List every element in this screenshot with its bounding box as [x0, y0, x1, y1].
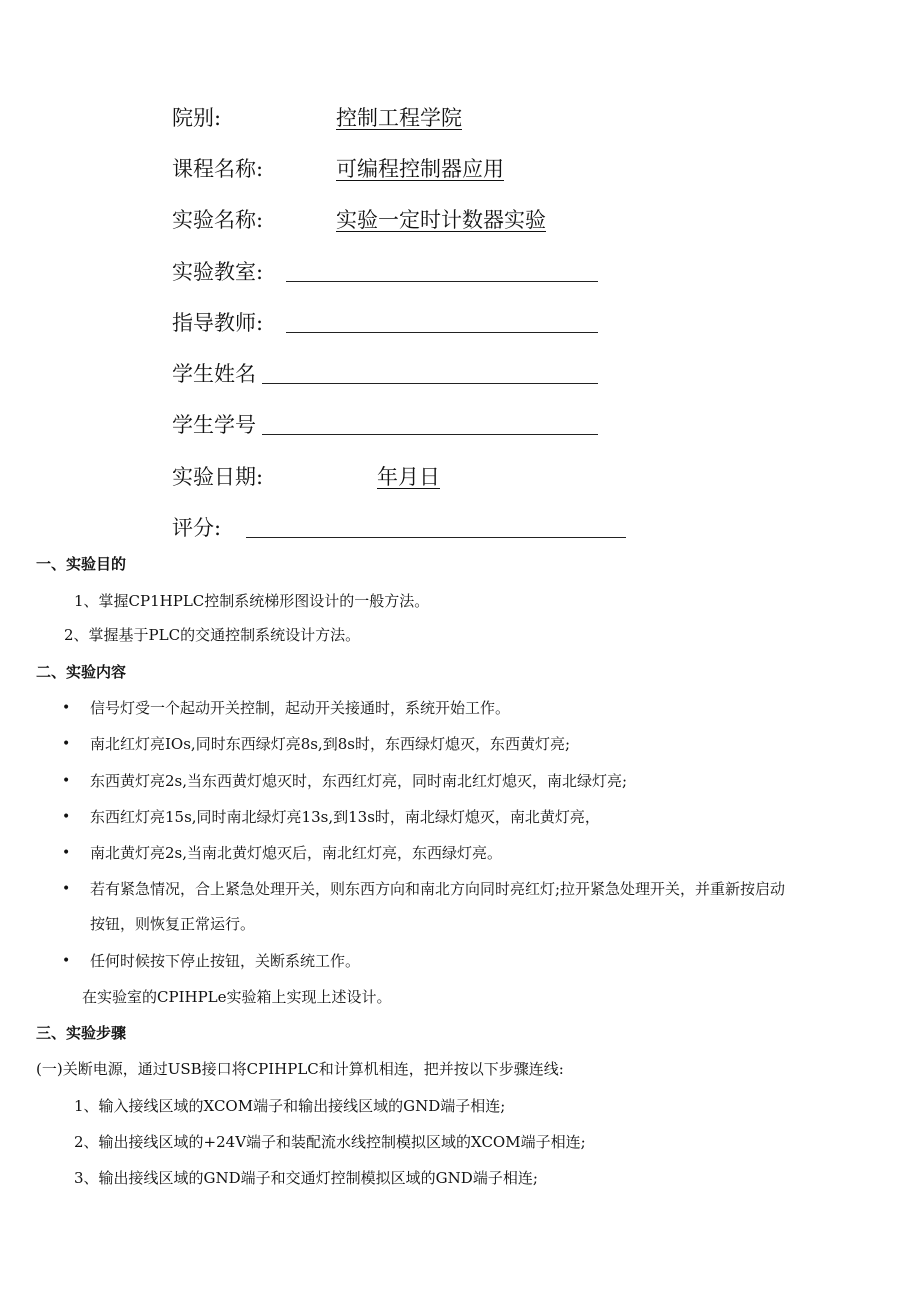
field-value: 年月日: [377, 465, 440, 489]
list-item-text: 南北黄灯亮2s,当南北黄灯熄灭后，南北红灯亮，东西绿灯亮。: [90, 844, 503, 862]
step-item: 3、输出接线区域的GND端子和交通灯控制模拟区域的GND端子相连;: [74, 1169, 538, 1187]
blank-underline: [246, 537, 626, 538]
field-label: 评分:: [172, 516, 222, 540]
list-item-text: 南北红灯亮IOs,同时东西绿灯亮8s,到8s时，东西绿灯熄灭，东西黄灯亮;: [90, 735, 570, 753]
bullet-icon: •: [62, 881, 71, 897]
blank-underline: [286, 281, 598, 282]
list-item: [0, 951, 920, 971]
step-item: 2、输出接线区域的+24V端子和装配流水线控制模拟区域的XCOM端子相连;: [74, 1133, 586, 1151]
field-label: 学生姓名: [172, 362, 256, 386]
list-item-text: 东西红灯亮15s,同时南北绿灯亮13s,到13s时，南北绿灯熄灭，南北黄灯亮，: [90, 808, 600, 826]
blank-underline: [262, 383, 598, 384]
list-item-text: 信号灯受一个起动开关控制，起动开关接通时，系统开始工作。: [90, 699, 511, 717]
bullet-icon: •: [62, 809, 71, 825]
list-item-continuation: 按钮，则恢复正常运行。: [90, 915, 256, 933]
field-label: 实验名称:: [172, 208, 264, 232]
bullet-icon: •: [62, 700, 71, 716]
section-heading-content: 二、实验内容: [36, 663, 127, 681]
field-value: 可编程控制器应用: [336, 157, 504, 181]
field-label: 实验教室:: [172, 260, 264, 284]
bullet-icon: •: [62, 773, 71, 789]
list-item-text: 东西黄灯亮2s,当东西黄灯熄灭时，东西红灯亮，同时南北红灯熄灭，南北绿灯亮;: [90, 772, 628, 790]
field-label: 指导教师:: [172, 311, 264, 335]
field-value: 控制工程学院: [336, 106, 462, 130]
field-label: 课程名称:: [172, 157, 264, 181]
list-item: [0, 698, 920, 718]
blank-underline: [262, 434, 598, 435]
field-label: 院别:: [172, 106, 222, 130]
list-item: [0, 734, 920, 754]
section-heading-steps: 三、实验步骤: [36, 1024, 127, 1042]
objective-item: 1、掌握CP1HPLC控制系统梯形图设计的一般方法。: [74, 592, 430, 610]
list-item-text: 任何时候按下停止按钮，关断系统工作。: [90, 952, 361, 970]
bullet-icon: •: [62, 845, 71, 861]
field-label: 实验日期:: [172, 465, 264, 489]
blank-underline: [286, 332, 598, 333]
list-item: [0, 807, 920, 827]
list-item-text: 若有紧急情况，合上紧急处理开关，则东西方向和南北方向同时亮红灯;拉开紧急处理开关，并重新按启动: [90, 880, 786, 898]
list-item: [0, 771, 920, 791]
bullet-icon: •: [62, 736, 71, 752]
step-item: 1、输入接线区域的XCOM端子和输出接线区域的GND端子相连;: [74, 1097, 506, 1115]
section-heading-objectives: 一、实验目的: [36, 555, 127, 573]
objective-item: 2、掌握基于PLC的交通控制系统设计方法。: [64, 626, 361, 644]
bullet-icon: •: [62, 953, 71, 969]
field-label: 学生学号: [172, 413, 256, 437]
field-value: 实验一定时计数器实验: [336, 208, 546, 232]
content-note: 在实验室的CPIHPLe实验箱上实现上述设计。: [82, 988, 392, 1006]
list-item: [0, 879, 920, 899]
steps-intro: (一)关断电源，通过USB接口将CPIHPLC和计算机相连，把并按以下步骤连线:: [36, 1060, 564, 1078]
list-item: [0, 843, 920, 863]
